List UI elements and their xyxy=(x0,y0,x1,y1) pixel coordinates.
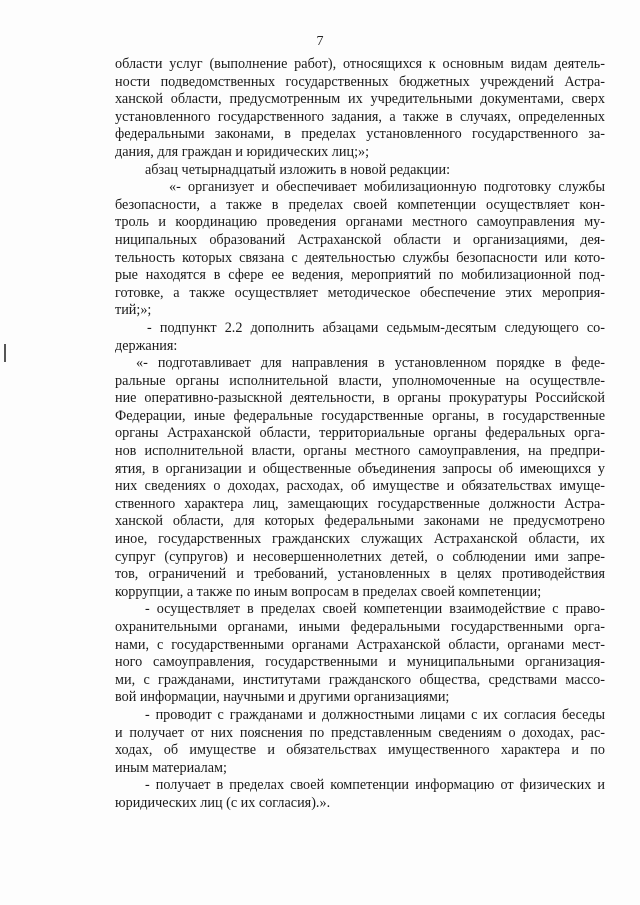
text-line: тов, ограничений и требований, установленных в целях противодействия xyxy=(115,566,605,583)
text-line: ходах, об имуществе и обязательствах имущественного характера и по xyxy=(115,742,605,759)
text-line: Федерации, иные федеральные государственные органы, в государственные xyxy=(115,407,605,424)
text-line: ми, с гражданами, институтами гражданского общества, средствами массо- xyxy=(115,671,605,688)
text-line: супруг (супругов) и несовершеннолетних детей, о соблюдении ими запре- xyxy=(115,548,605,565)
text-line: - подпункт 2.2 дополнить абзацами седьмым-десятым следующего со- xyxy=(147,319,605,336)
text-line: тельность которых связана с деятельностью службы безопасности или кото- xyxy=(115,249,605,266)
text-line: ханской области, для которых федеральными законами не предусмотрено xyxy=(115,513,605,530)
text-line: дания, для граждан и юридических лиц;»; xyxy=(115,143,370,160)
text-line: иное, государственных гражданских служащих Астраханской области, их xyxy=(115,531,605,548)
text-line: юридических лиц (с их согласия).». xyxy=(115,794,331,811)
text-line: них сведениях о доходах, расходах, об имуществе и обязательствах имуще- xyxy=(115,478,605,495)
text-line: ние оперативно-разыскной деятельности, в органы прокуратуры Российской xyxy=(115,390,605,407)
text-line: абзац четырнадцатый изложить в новой редакции: xyxy=(145,161,451,178)
text-line: органы Астраханской области, территориальные органы федеральных орга- xyxy=(115,425,605,442)
text-line: ральные органы исполнительной власти, уполномоченные на осуществле- xyxy=(115,372,605,389)
text-line: ного самоуправления, государственными и муниципальными организация- xyxy=(115,654,605,671)
text-line: нов исполнительной власти, органы местного самоуправления, на предпри- xyxy=(115,443,605,460)
text-line: держания: xyxy=(115,337,178,354)
text-line: рые находятся в сфере ее ведения, мероприятий по мобилизационной под- xyxy=(115,267,605,284)
margin-mark xyxy=(4,344,6,362)
text-line: федеральными законами, в пределах установленного государственного за- xyxy=(115,126,605,143)
text-line: ниципальных образований Астраханской области и организациями, дея- xyxy=(115,231,605,248)
text-line: «- организует и обеспечивает мобилизационную подготовку службы xyxy=(169,179,605,196)
text-line: ятия, в организации и общественные объединения запросы об имеющихся у xyxy=(115,460,605,477)
text-line: охранительными органами, иными федеральными государственными орга- xyxy=(115,619,605,635)
text-line: области услуг (выполнение работ), относящихся к основным видам деятель- xyxy=(115,56,605,72)
text-line: «- подготавливает для направления в установленном порядке в феде- xyxy=(136,355,605,372)
text-line: - осуществляет в пределах своей компетенции взаимодействие с право- xyxy=(145,601,605,618)
text-line: ственного характера лиц, замещающих государственные должности Астра- xyxy=(115,495,605,512)
text-line: и получает от них пояснения по представленным сведениям о доходах, рас- xyxy=(115,724,605,741)
text-line: установленного государственного задания, а также в случаях, определенных xyxy=(115,108,605,125)
text-line: готовке, а также осуществляет методическое обеспечение этих мероприя- xyxy=(115,284,605,301)
text-line: безопасности, а также в пределах своей компетенции осуществляет кон- xyxy=(115,196,605,213)
text-line: троль и координацию проведения органами местного самоуправления му- xyxy=(115,214,605,231)
text-line: - проводит с гражданами и должностными лицами с их согласия беседы xyxy=(145,706,605,723)
text-line: нами, с государственными органами Астраханской области, органами мест- xyxy=(115,636,605,653)
document-body xyxy=(115,56,605,813)
page-number: 7 xyxy=(316,34,324,49)
text-line: ности подведомственных государственных бюджетных учреждений Астра- xyxy=(115,73,605,90)
text-line: иным материалам; xyxy=(115,759,227,776)
text-line: коррупции, а также по иным вопросам в пределах своей компетенции; xyxy=(115,583,542,600)
text-line: - получает в пределах своей компетенции информацию от физических и xyxy=(145,777,605,794)
text-line: тий;»; xyxy=(115,302,152,319)
text-line: ханской области, предусмотренным их учредительными документами, сверх xyxy=(115,91,605,108)
text-line: вой информации, научными и другими организациями; xyxy=(115,689,450,706)
